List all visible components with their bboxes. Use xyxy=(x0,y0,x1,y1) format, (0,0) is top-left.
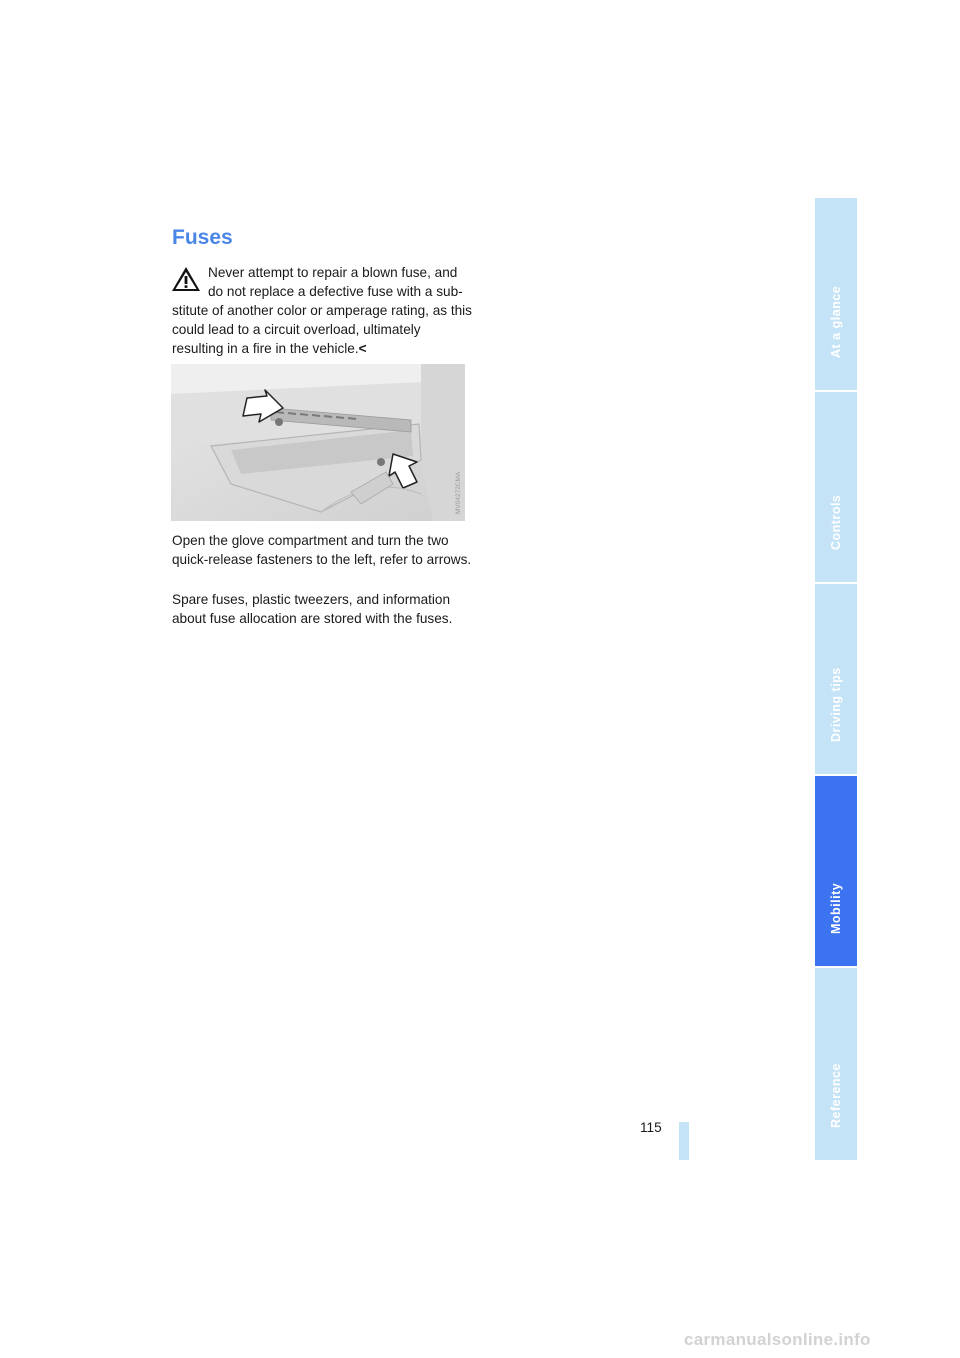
tab-at-a-glance[interactable] xyxy=(815,198,857,390)
tab-controls[interactable] xyxy=(815,392,857,582)
figure-code: MV04272CMA xyxy=(455,471,462,514)
warning-text-line-2: do not replace a defective fuse with a sub- xyxy=(208,284,463,299)
info-paragraph: Spare fuses, plastic tweezers, and information about fuse allocation are stored with the fuses. xyxy=(172,592,453,626)
tab-driving-tips[interactable] xyxy=(815,584,857,774)
warning-text-rest: stitute of another color or amperage rating, as this could lead to a circuit overload, ultimately resulting in a fire in the vehicle. xyxy=(172,303,472,356)
warning-triangle-icon xyxy=(171,266,201,292)
tab-label: Driving tips xyxy=(829,667,843,742)
warning-text-continued xyxy=(172,301,472,358)
tab-label: Controls xyxy=(829,494,843,550)
tab-mobility[interactable] xyxy=(815,776,857,966)
glove-compartment-fuses-figure xyxy=(171,364,465,521)
instruction-paragraph: Open the glove compartment and turn the two quick-release fasteners to the left, refer to arrows. xyxy=(172,533,472,567)
tab-label: Mobility xyxy=(829,882,843,934)
tab-reference[interactable] xyxy=(815,968,857,1160)
page-number: 115 xyxy=(640,1120,662,1135)
warning-text-line-1: Never attempt to repair a blown fuse, and xyxy=(208,265,458,280)
watermark: carmanualsonline.info xyxy=(684,1330,871,1349)
warning-end-mark: < xyxy=(358,341,367,356)
page-marker-bar xyxy=(679,1122,689,1160)
tab-label: Reference xyxy=(829,1063,843,1128)
tab-label: At a glance xyxy=(829,285,843,358)
section-title: Fuses xyxy=(172,226,233,249)
